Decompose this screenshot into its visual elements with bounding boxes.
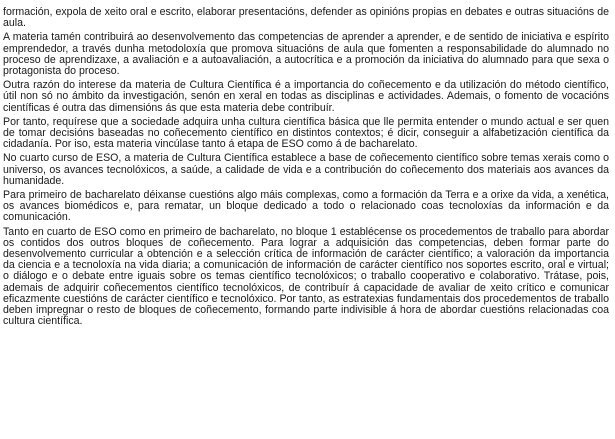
- paragraph-2: A materia tamén contribuirá ao desenvolvemento das competencias de aprender a aprender, e de sentido de iniciativa e espírito emprendedor, a través dunha metodoloxía que promova situacións de aula que fomenten a responsabilidade do alumnado no proceso de aprendizaxe, a avaliación e a autoavaliación, a autocrítica e a promoción da iniciativa do alumnado para que sexa o protagonista do proceso.: [3, 31, 609, 78]
- paragraph-3: Outra razón do interese da materia de Cultura Científica é a importancia do coñecemento e da utilización do método científico, útil non só no ámbito da investigación, senón en xeral en todas as disciplinas e actividades. Ademais, o fomento de vocacións científicas é outra das dimensións ás que esta materia debe contribuír.: [3, 79, 609, 114]
- document-body: [3, 7, 609, 327]
- paragraph-6: Para primeiro de bacharelato déixanse cuestións algo máis complexas, como a formación da Terra e a orixe da vida, a xenética, os avances biomédicos e, para rematar, un bloque dedicado a todo o relacionado coas tecnoloxías da información e da comunicación.: [3, 189, 609, 224]
- paragraph-4: Por tanto, requírese que a sociedade adquira unha cultura científica básica que lle permita entender o mundo actual e ser quen de tomar decisións baseadas no coñecemento científico en distintos contextos; é dicir, conseguir a alfabetización científica da cidadanía. Por iso, esta materia vincúlase tanto á etapa de ESO como á de bacharelato.: [3, 115, 609, 151]
- paragraph-1: formación, expola de xeito oral e escrito, elaborar presentacións, defender as opinións propias en debates e outras situacións de aula.: [3, 6, 609, 30]
- paragraph-5: No cuarto curso de ESO, a materia de Cultura Científica establece a base de coñecemento científico sobre temas xerais como o universo, os avances tecnolóxicos, a saúde, a calidade de vida e a contribución do coñecemento dos materiais aos avances da humanidade.: [3, 152, 609, 187]
- paragraph-7: Tanto en cuarto de ESO como en primeiro de bacharelato, no bloque 1 establécense os procedementos de traballo para abordar os contidos dos outros bloques de coñecemento. Para lograr a adquisición das competencias, deben formar parte do desenvolvemento curricular a obtención e a selección crítica de información de carácter científico; a valoración da importancia da ciencia e a tecnoloxía na vida diaria; a comunicación de información de carácter científico nos soportes escrito, oral e virtual; o diálogo e o debate entre iguais sobre os temas científico tecnolóxicos; o traballo cooperativo e colaborativo. Trátase, pois, ademais de adquirir coñecementos científico tecnolóxicos, de contribuír á capacidade de avaliar de xeito crítico e comunicar eficazmente cuestións de carácter científico e tecnolóxico. Por tanto, as estratexias fundamentais dos procedementos de traballo deben impregnar o resto de bloques de coñecemento, formando parte indivisible á hora de abordar cuestións relacionadas coa cultura científica.: [3, 225, 609, 328]
